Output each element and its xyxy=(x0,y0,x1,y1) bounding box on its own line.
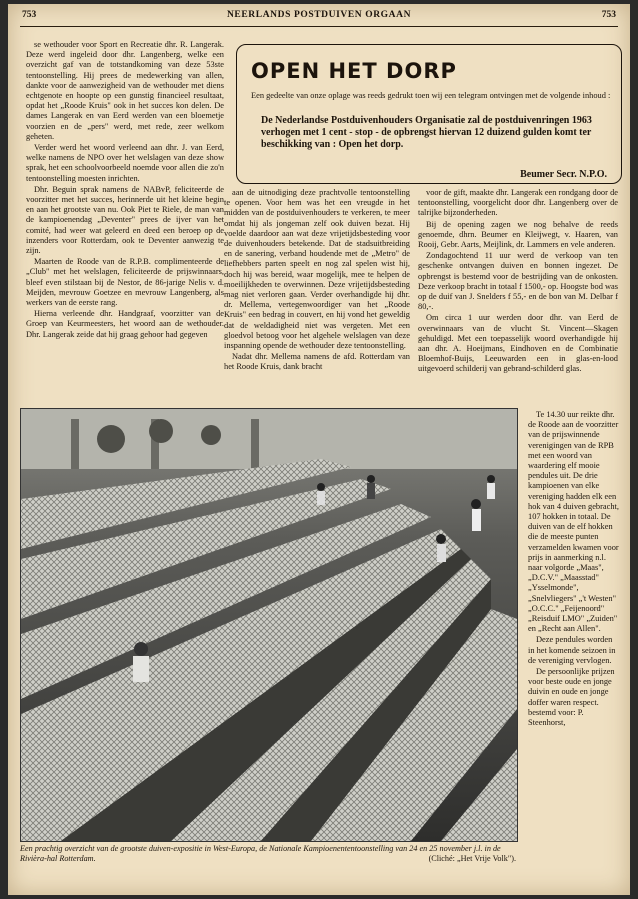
article-paragraph: Zondagochtend 11 uur werd de verkoop van ten geschenke ontvangen duiven en bonnen ingezet. De opbrengst is bestemd voor de bestrijding van de onkosten. Deze verkoop bracht in totaal f 1500,- op. Hoogste bod was op de duif van J. Snelders f 55,- en de bon van M. Delbar f 80,-. xyxy=(418,251,618,312)
article-paragraph: se wethouder voor Sport en Recreatie dhr. R. Langerak. Deze werd ingeleid door dhr. Langenberg, welke een overzicht gaf van de totstandkoming van deze 53ste tentoonstelling. Hij prees de medewerking van allen, dankte voor de aanwezigheid van de wethouder met diens echtgenote en hoopte op een gunstig financieel resultaat, opdat het „Roode Kruis" ook in het succes kon delen. De dames Langerak en van Eerd werden van een bloemetje voorzien en de „pers" werd, met rede, zeer welkom geheten. xyxy=(26,40,224,141)
article-column-3 xyxy=(418,188,618,406)
photo-caption xyxy=(20,844,516,864)
announcement-intro: Een gedeelte van onze oplage was reeds gedrukt toen wij een telegram ontvingen met de volgende inhoud : xyxy=(251,91,611,100)
page-number-left: 753 xyxy=(22,10,37,20)
photo-credit: (Cliché: „Het Vrije Volk"). xyxy=(428,854,516,863)
article-paragraph: Verder werd het woord verleend aan dhr. J. van Eerd, welke namens de NPO over het welslagen van deze show sprak, het een schoolvoorbeeld noemde voor allen die zo'n tentoonstelling moesten inrichten. xyxy=(26,143,224,183)
article-column-2 xyxy=(224,188,410,402)
article-paragraph: Bij de opening zagen we nog behalve de reeds genoemde, dhrn. Beumer en Kleijwegt, v. Haaren, van Rooij, Gebr. Aarts, Meijlink, dr. Lammers en vele anderen. xyxy=(418,219,618,250)
article-paragraph: Dhr. Beguin sprak namens de NABvP, feliciteerde de voorzitter met het succes, herinnerde uit het kleine begin en aan het grootste van nu. Ook Piet te Riele, de man van de kampioenendag „Deventer" prees de ijver van het comité, had weer wat geleerd en deed een beroep op de inzenders voor Rotterdam, ook te Deventer aanwezig te zijn. xyxy=(26,184,224,256)
article-paragraph: Deze pendules worden in het komende seizoen in de vereniging vervlogen. xyxy=(528,635,616,665)
newspaper-page xyxy=(8,4,630,895)
article-paragraph: Hierna verleende dhr. Handgraaf, voorzitter van de Groep van Keurmeesters, het woord aan de wethouder. Dhr. Langerak zeide dat hij graag gehoor had gegeven xyxy=(26,309,224,339)
telegram-text: De Nederlandse Postduivenhouders Organisatie zal de postduivenringen 1963 verhogen met 1 cent - stop - de opbrengst hiervan 12 duizend gulden komt ter beschikking van : Open het dorp. xyxy=(261,115,592,150)
article-paragraph: voor de gift, maakte dhr. Langerak een rondgang door de tentoonstelling, voorgelicht door dhr. Langenberg over de talrijke bijzonderheden. xyxy=(418,188,618,218)
caption-text: Een prachtig overzicht van de grootste duiven-expositie in West-Europa, de Nationale Kampioenententoonstelling van 24 en 25 november j.l. in de Rivièra-hal Rotterdam. xyxy=(20,844,501,863)
page-header xyxy=(8,8,630,24)
announcement-box xyxy=(236,44,622,184)
header-rule xyxy=(20,26,618,27)
publication-title: NEERLANDS POSTDUIVEN ORGAAN xyxy=(226,10,412,20)
article-column-1 xyxy=(26,40,224,402)
pigeon-cages-photo-image xyxy=(21,409,517,841)
exhibition-hall-photo xyxy=(20,408,518,842)
article-paragraph: Te 14.30 uur reikte dhr. de Roode aan de voorzitter van de prijswinnende verenigingen van de RPB met een woord van waardering elf mooie pendules uit. De drie kampioenen van elke vereniging hadden elk een hok van 4 duiven gebracht, 107 hokken in totaal. De duiven van de elf hokken die de meeste punten verzamelden kwamen voor prijs in aanmerking n.l. naar volgorde „Maas", „D.C.V." „Maasstad" „Ysselmonde", „Snelvliegers" „'t Westen" „O.C.C." „Feijenoord" „Reisduif LMO" „Zuiden" en „Recht aan Allen". xyxy=(528,410,619,634)
announcement-title: OPEN HET DORP xyxy=(251,59,457,83)
article-paragraph: aan de uitnodiging deze prachtvolle tentoonstelling te openen. Voor hem was het een vreugde in het midden van de postduivenhouders te verkeren, te meer omdat hij als jongeman zelf ook duiven bezat. Hij voelde daardoor aan wat deze vrijetijdsbesteding voor de duivenhouders betekende. Dat de stadsuitbreiding en de sanering, verband houdende met de „Metro" de liefhebbers parten speelt en nog zal spelen wist hij, doch hij was bereid, waar mogelijk, mee te helpen de moeilijkheden te overwinnen. Deze vrijetijdsbesteding mag niet verloren gaan. Verder overhandigde hij dhr. dr. Mellema, vertegenwoordiger van het „Roode Kruis" een bedrag in couvert, en hij vond het geweldig dat de weldadigheid niet was vergeten. Met een gloedvol betoog voor het algehele welslagen van deze inspanning opende de wethouder deze tentoonstelling. xyxy=(224,188,410,351)
page-number-right: 753 xyxy=(601,10,616,20)
article-paragraph: Om circa 1 uur werden door dhr. van Eerd de overwinnaars van de vlucht St. Vincent—Skagen gehuldigd. Met een toepasselijk woord overhandigde hij aan dhr. A. Hoeijmans, Eindhoven en de Combinatie Bloemhof-Buijs, Leeuwarden een in glas-en-lood uitgevoerd schilderij van gebrand-schilderd glas. xyxy=(418,313,618,374)
article-paragraph: Maarten de Roode van de R.P.B. complimenteerde de „Club" met het welslagen, feliciteerde de prijswinnaars, bleef even stilstaan bij de Nestor, de 86-jarige Nelis v. d. Meijden, mevrouw Goetzee en mevrouw Langenberg, als werkers van de eerste rang. xyxy=(26,257,224,308)
article-paragraph: De persoonlijke prijzen voor beste oude en jonge duivin en oude en jonge doffer waren respect. bestemd voor: P. Steenhorst, xyxy=(528,667,615,728)
telegram-signature: Beumer Secr. N.P.O. xyxy=(520,169,607,180)
article-column-3-continuation xyxy=(528,410,620,888)
article-paragraph: Nadat dhr. Mellema namens de afd. Rotterdam van het Roode Kruis, dank bracht xyxy=(224,352,410,372)
